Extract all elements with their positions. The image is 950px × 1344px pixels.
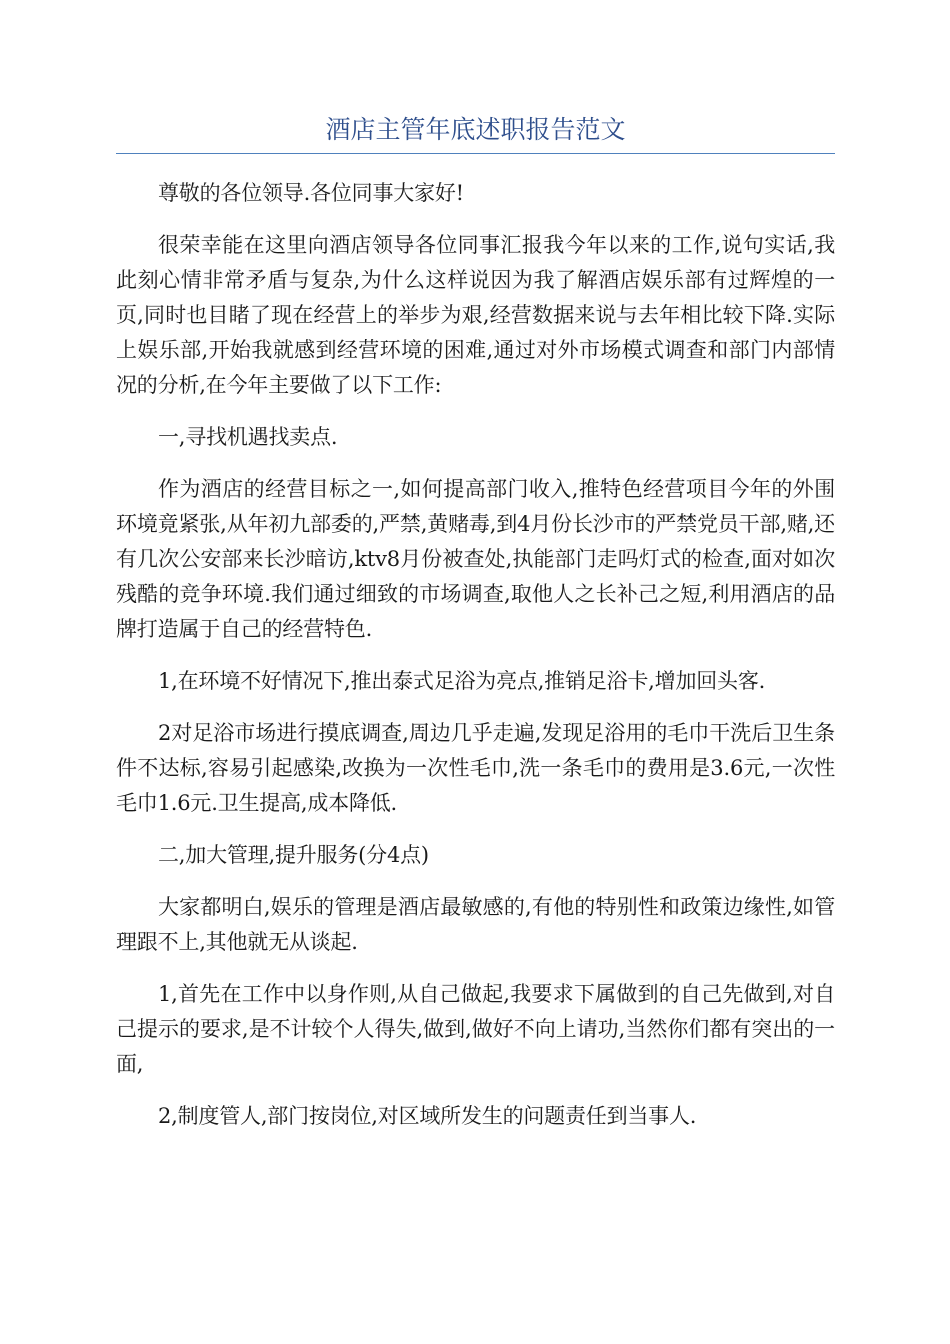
section-heading-2: 二,加大管理,提升服务(分4点) (158, 843, 429, 867)
list-item: 2,制度管人,部门按岗位,对区域所发生的问题责任到当事人. (158, 1104, 697, 1128)
document-body (116, 176, 835, 1151)
paragraph-intro: 很荣幸能在这里向酒店领导各位同事汇报我今年以来的工作,说句实话,我此刻心情非常矛盾与复杂,为什么这样说因为我了解酒店娱乐部有过辉煌的一页,同时也目睹了现在经营上的举步为艰,经营数据来说与去年相比较下降.实际上娱乐部,开始我就感到经营环境的困难,通过对外市场模式调查和部门内部情况的分析,在今年主要做了以下工作: (116, 233, 835, 397)
list-item: 1,在环境不好情况下,推出泰式足浴为亮点,推销足浴卡,增加回头客. (158, 669, 766, 693)
paragraph: 大家都明白,娱乐的管理是酒店最敏感的,有他的特别性和政策边缘性,如管理跟不上,其他就无从谈起. (116, 895, 835, 954)
paragraph-greeting: 尊敬的各位领导.各位同事大家好! (158, 181, 464, 205)
paragraph: 作为酒店的经营目标之一,如何提高部门收入,推特色经营项目今年的外围环境竟紧张,从年初九部委的,严禁,黄赌毒,到4月份长沙市的严禁党员干部,赌,还有几次公安部来长沙暗访,ktv8月份被查处,执能部门走吗灯式的检查,面对如次残酷的竞争环境.我们通过细致的市场调查,取他人之长补己之短,利用酒店的品牌打造属于自己的经营特色. (116, 477, 835, 641)
document-title: 酒店主管年底述职报告范文 (325, 115, 626, 144)
section-heading-1: 一,寻找机遇找卖点. (158, 425, 338, 449)
title-underline (116, 153, 835, 154)
list-item: 2对足浴市场进行摸底调查,周边几乎走遍,发现足浴用的毛巾干洗后卫生条件不达标,容易引起感染,改换为一次性毛巾,洗一条毛巾的费用是3.6元,一次性毛巾1.6元.卫生提高,成本降低. (116, 721, 835, 815)
list-item: 1,首先在工作中以身作则,从自己做起,我要求下属做到的自己先做到,对自己提示的要求,是不计较个人得失,做到,做好不向上请功,当然你们都有突出的一面, (116, 982, 835, 1076)
